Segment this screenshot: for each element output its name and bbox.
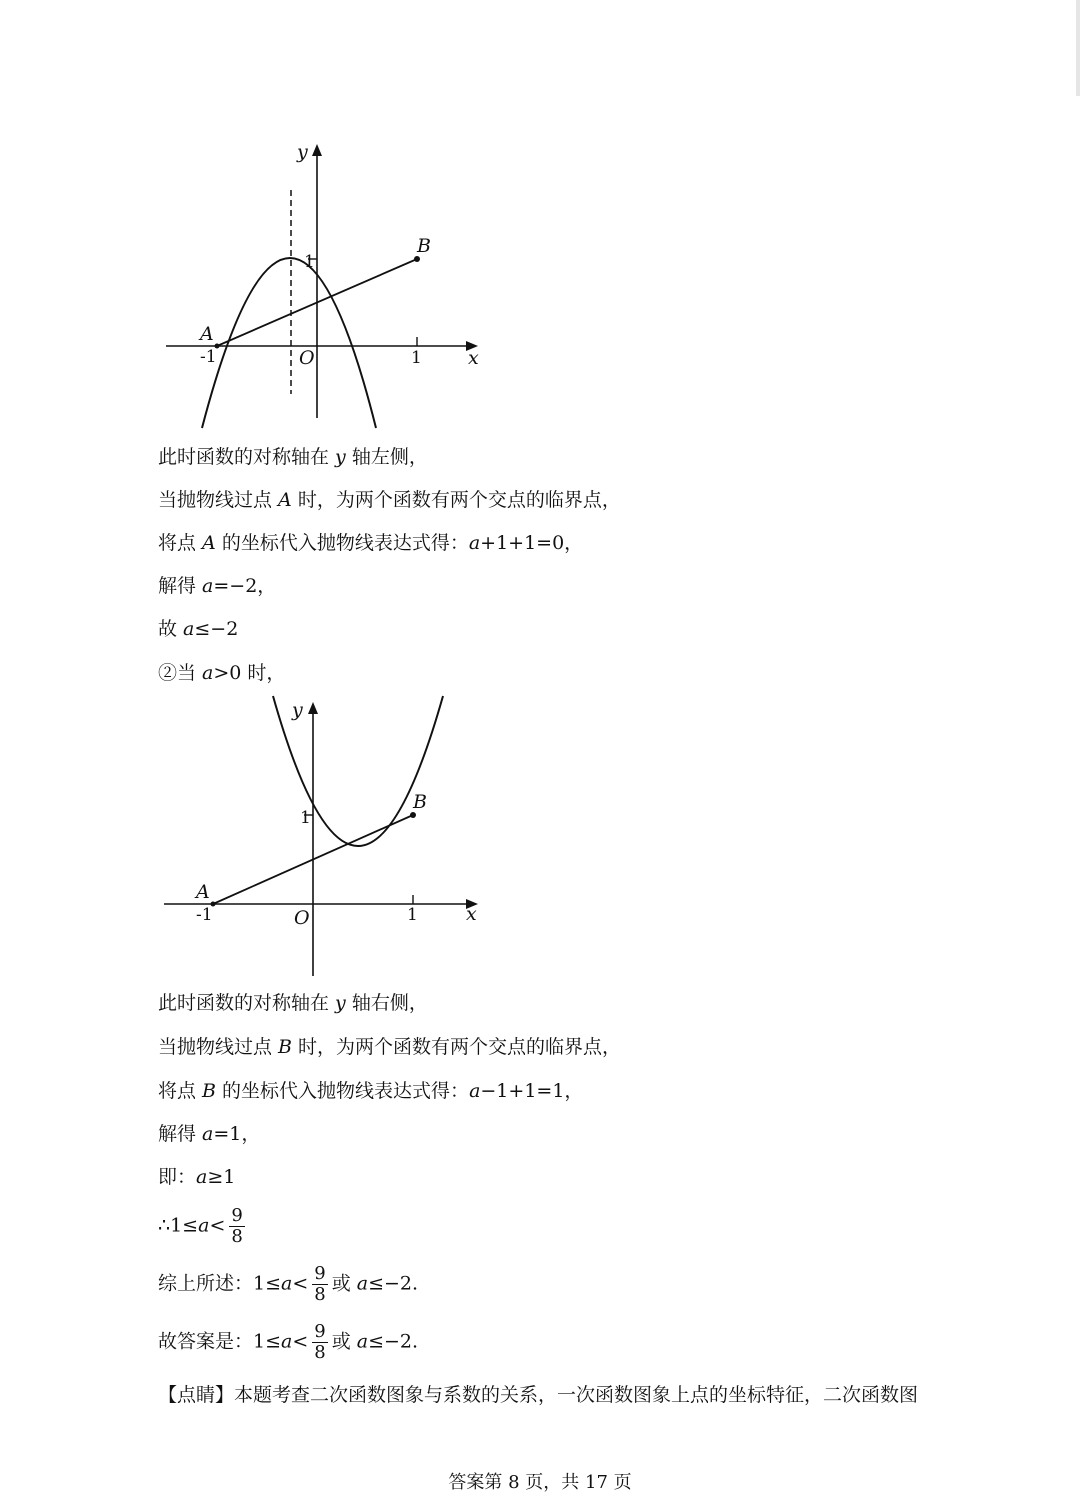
graph-case-a-positive [160,694,490,984]
tick-label-one-y: 1 [300,808,311,828]
case2-line-5: 即：a≥1 [158,1166,236,1188]
origin-label: O [294,907,310,929]
fraction-nine-eighths: $\frac{9}{8}$ [314,1263,326,1305]
case2-line-3: 将点 B 的坐标代入抛物线表达式得：a−1+1=1， [158,1080,584,1102]
parabola-curve [202,258,376,428]
graph-case-a-negative [160,138,490,430]
page-edge-mark [1076,0,1080,96]
y-axis-arrow [312,144,322,156]
case1-line-5: 故 a≤−2 [158,618,239,640]
case2-line-1: 此时函数的对称轴在 y 轴右侧， [158,992,428,1014]
case1-line-2: 当抛物线过点 A 时，为两个函数有两个交点的临界点， [158,489,621,511]
point-b-label: B [417,235,431,257]
tick-label-one-y: 1 [304,252,315,272]
answer-line: 故答案是：1≤a< $\frac{9}{8}$ 或 a≤−2. [158,1321,419,1363]
y-axis-label: y [297,141,308,163]
case1-line-4: 解得 a=−2， [158,575,277,597]
case1-line-3: 将点 A 的坐标代入抛物线表达式得：a+1+1=0， [158,532,584,554]
case2-line-4: 解得 a=1， [158,1123,261,1145]
fraction-nine-eighths: $\frac{9}{8}$ [231,1205,243,1247]
y-axis-label: y [292,699,303,721]
case1-line-1: 此时函数的对称轴在 y 轴左侧， [158,446,428,468]
x-axis-label: x [466,903,477,925]
tick-label-neg-one: -1 [200,347,217,367]
point-b-label: B [413,791,427,813]
comment-line: 【点睛】本题考查二次函数图象与系数的关系，一次函数图象上点的坐标特征，二次函数图 [158,1384,919,1406]
therefore-line: ∴1≤a< $\frac{9}{8}$ [158,1205,243,1247]
case2-heading: ②当 a>0 时， [158,662,286,684]
page-footer: 答案第 8 页，共 17 页 [448,1472,632,1493]
tick-label-neg-one: -1 [196,905,213,925]
tick-label-one-x: 1 [411,348,422,368]
summary-line: 综上所述：1≤a< $\frac{9}{8}$ 或 a≤−2. [158,1263,419,1305]
origin-label: O [299,347,315,369]
case2-line-2: 当抛物线过点 B 时，为两个函数有两个交点的临界点， [158,1036,622,1058]
fraction-nine-eighths: $\frac{9}{8}$ [314,1321,326,1363]
point-a-label: A [200,323,214,345]
tick-label-one-x: 1 [407,905,418,925]
x-axis-label: x [468,347,479,369]
point-a-label: A [196,881,210,903]
y-axis-arrow [308,702,318,714]
